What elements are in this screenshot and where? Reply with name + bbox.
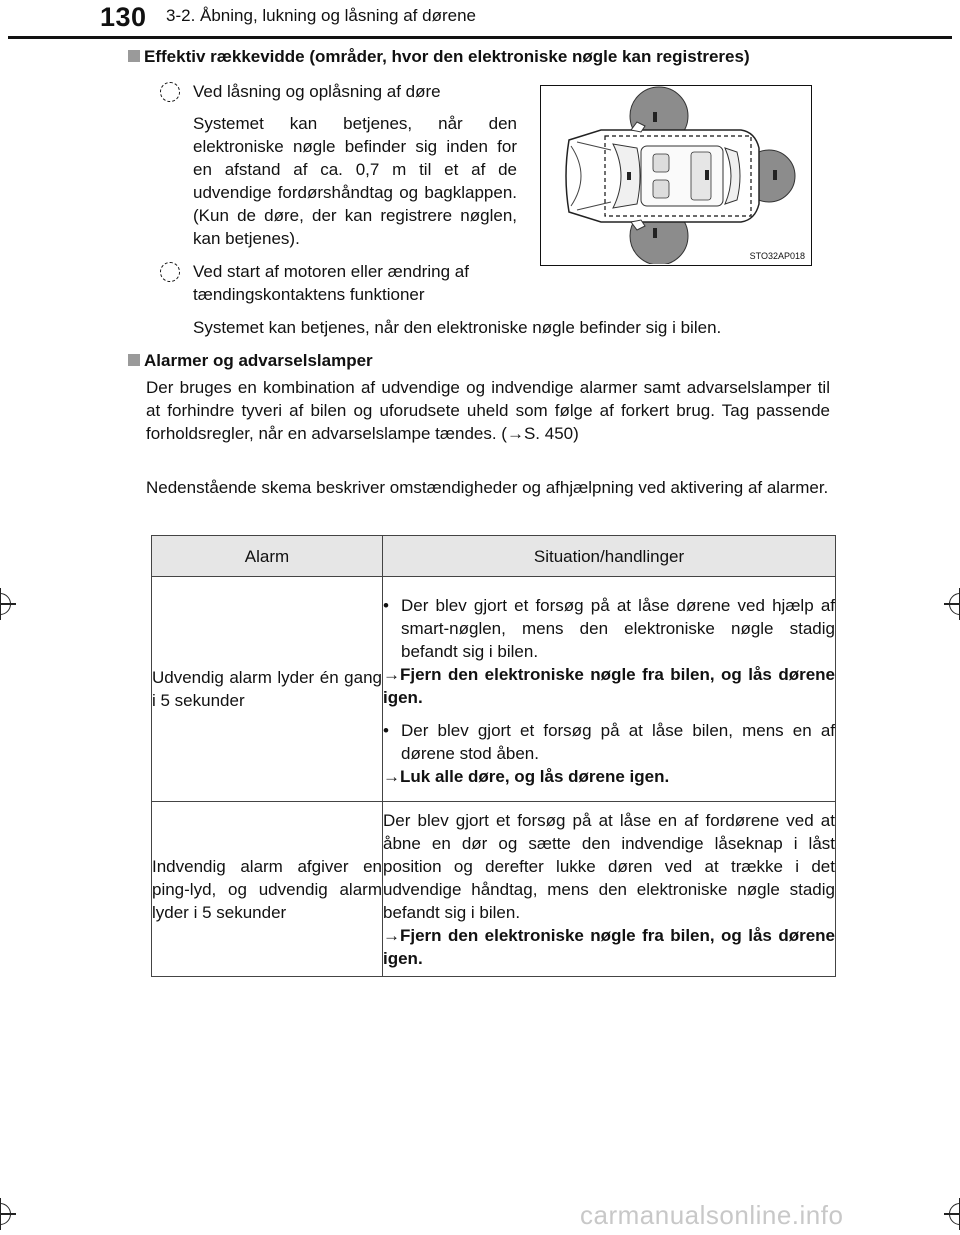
- section-heading-range-text: Effektiv rækkevidde (områder, hvor den elektroniske nøgle kan registreres): [144, 47, 750, 66]
- alarms-table: [151, 535, 836, 977]
- watermark: carmanualsonline.info: [580, 1200, 844, 1230]
- dashed-circle-marker-icon: [160, 82, 180, 102]
- row1-action2-text: Luk alle døre, og lås dørene igen.: [400, 767, 670, 786]
- row1-bullet1-text: Der blev gjort et forsøg på at låse dørene ved hjælp af smart-nøglen, mens den elektroniske nøgle stadig befandt sig i bilen.: [401, 596, 835, 661]
- alarms-paragraph-1: Der bruges en kombination af udvendige og indvendige alarmer samt advarselslamper til at forhindre tyveri af bilen og uforudsete uheld som følge af forkert brug. Tag passende forholdsregler, når en advarselslampe tændes. (→S. 450): [146, 378, 830, 443]
- item1-title: Ved låsning og oplåsning af døre: [193, 82, 441, 101]
- car-top-view-illustration: [541, 86, 810, 264]
- bullet-glyph: •: [383, 596, 389, 615]
- crop-mark-icon: [949, 1203, 960, 1225]
- section-heading-range: [128, 46, 948, 68]
- arrow-icon: →: [383, 665, 400, 684]
- item2-title: Ved start af motoren eller ændring af tændingskontaktens funktioner: [193, 262, 469, 304]
- arrow-icon: →: [383, 925, 400, 945]
- table-header-alarm: Alarm: [152, 536, 383, 577]
- alarm-cell: [152, 802, 383, 977]
- figure-code: STO32AP018: [749, 251, 805, 261]
- row2-situation-text: Der blev gjort et forsøg på at låse en af fordørene ved at åbne en dør og sætte den indvendige låseknap i låst position og derefter lukke døren ved at trække i det udvendige håndtag, mens den elektroniske nøgle stadig befandt sig i bilen.: [383, 810, 835, 922]
- page-number: 130: [100, 2, 147, 32]
- item2-text: Systemet kan betjenes, når den elektroniske nøgle befinder sig i bilen.: [193, 318, 722, 337]
- table-header-situation: Situation/handlinger: [383, 536, 836, 577]
- situation-bullet: [383, 594, 835, 663]
- alarm-cell: [152, 577, 383, 802]
- square-bullet-icon: [128, 50, 140, 62]
- dashed-circle-marker-icon: [160, 262, 180, 282]
- crop-mark-icon: [0, 593, 11, 615]
- row1-action2: [383, 765, 835, 788]
- row1-action1: [383, 663, 835, 709]
- row1-action1-text: Fjern den elektroniske nøgle fra bilen, og lås dørene igen.: [383, 665, 835, 707]
- table-row: [152, 802, 836, 977]
- row2-alarm-text: Indvendig alarm afgiver en ping-lyd, og udvendig alarm lyder i 5 sekunder: [152, 856, 382, 922]
- row1-bullet2-text: Der blev gjort et forsøg på at låse bilen, mens en af dørene stod åben.: [401, 721, 835, 763]
- table-header-row: [152, 536, 836, 577]
- chapter-title: 3-2. Åbning, lukning og låsning af dørene: [166, 6, 476, 25]
- section-heading-alarms: [128, 350, 828, 372]
- car-range-figure: [540, 85, 812, 266]
- bullet-glyph: •: [383, 721, 389, 740]
- arrow-icon: →: [383, 767, 400, 786]
- section-heading-alarms-text: Alarmer og advarselslamper: [144, 351, 373, 370]
- situation-bullet: [383, 719, 835, 765]
- row2-action: [383, 924, 835, 970]
- crop-mark-icon: [0, 1203, 11, 1225]
- situation-cell: [383, 577, 836, 802]
- row1-alarm-text: Udvendig alarm lyder én gang i 5 sekunder: [152, 668, 382, 710]
- item1-text: Systemet kan betjenes, når den elektroniske nøgle befinder sig inden for en afstand af ca. 0,7 m til et af de udvendige fordørshåndtag og bagklappen. (Kun de døre, der kan registrere nøglen, kan betjenes).: [193, 114, 517, 248]
- crop-mark-icon: [949, 593, 960, 615]
- row2-action-text: Fjern den elektroniske nøgle fra bilen, og lås dørene igen.: [383, 925, 835, 968]
- square-bullet-icon: [128, 354, 140, 366]
- header-rule: [8, 36, 952, 39]
- alarms-paragraph-2: Nedenstående skema beskriver omstændigheder og afhjælpning ved aktivering af alarmer.: [146, 478, 829, 497]
- table-row: [152, 577, 836, 802]
- situation-cell: [383, 802, 836, 977]
